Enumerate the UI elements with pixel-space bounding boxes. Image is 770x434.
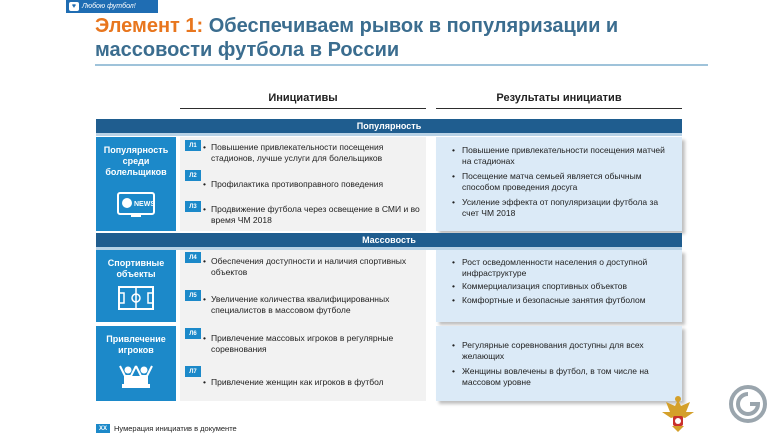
- result-item: • Повышение привлекательности посещения матчей на стадионах: [452, 145, 674, 167]
- category-popularity: [96, 137, 176, 231]
- initiative-tag: Л7: [185, 366, 201, 377]
- initiative-item: • Привлечение массовых игроков в регулярные соревнования: [203, 333, 423, 355]
- category-players: [96, 326, 176, 401]
- brand-logo: [66, 0, 158, 13]
- column-divider-results: [436, 108, 682, 109]
- tv-news-icon: [116, 191, 156, 219]
- initiative-tag: Л1: [185, 140, 201, 151]
- initiative-tag: Л2: [185, 170, 201, 181]
- initiative-tag: Л4: [185, 252, 201, 263]
- category-sport-objects-label: Спортивные объекты: [107, 258, 165, 279]
- result-item: • Рост осведомленности населения о доступной инфраструктуре: [452, 257, 674, 279]
- initiative-tag: Л3: [185, 201, 201, 212]
- svg-text:NEWS: NEWS: [134, 201, 155, 208]
- initiative-item: • Обеспечения доступности и наличия спортивных объектов: [203, 256, 423, 278]
- legend-tag: XX: [96, 424, 110, 433]
- players-cheering-icon: [116, 364, 156, 392]
- initiative-tag: Л6: [185, 328, 201, 339]
- initiative-item: • Профилактика противоправного поведения: [203, 179, 423, 190]
- result-item: • Регулярные соревнования доступны для всех желающих: [452, 340, 674, 362]
- column-divider-initiatives: [180, 108, 426, 109]
- result-item: • Комфортные и безопасные занятия футболом: [452, 295, 674, 306]
- band-popularity-shadow: [96, 133, 682, 136]
- category-players-label: Привлечение игроков: [106, 334, 166, 355]
- brand-logo-text: Любою футбол!: [82, 3, 136, 10]
- title-accent: Элемент 1:: [95, 15, 204, 37]
- band-popularity: Популярность: [96, 119, 682, 133]
- page-title: [95, 14, 715, 62]
- initiative-item: • Увеличение количества квалифицированных специалистов в массовом футболе: [203, 294, 423, 316]
- initiative-item: • Привлечение женщин как игроков в футбол: [203, 377, 423, 388]
- initiative-item: • Продвижение футбола через освещение в СМИ и во время ЧМ 2018: [203, 204, 423, 226]
- corner-logo-icon: [728, 384, 768, 424]
- column-header-initiatives: Инициативы: [268, 92, 338, 104]
- result-item: • Усиление эффекта от популяризации футбола за счет ЧМ 2018: [452, 197, 674, 219]
- band-mass: Массовость: [96, 233, 682, 247]
- title-text: Обеспечиваем рывок в популяризации и массовости футбола в России: [95, 15, 619, 61]
- result-item: • Женщины вовлечены в футбол, в том числе на массовом уровне: [452, 366, 674, 388]
- results-box-players: [436, 326, 682, 401]
- title-divider: [95, 64, 708, 66]
- category-sport-objects: [96, 250, 176, 322]
- eagle-emblem-icon: [658, 394, 698, 434]
- category-popularity-label: Популярность среди болельщиков: [103, 145, 169, 177]
- result-item: • Коммерциализация спортивных объектов: [452, 281, 674, 292]
- legend-text: Нумерация инициатив в документе: [114, 424, 237, 433]
- heart-icon: ♥: [69, 2, 79, 11]
- result-item: • Посещение матча семьей является обычным способом проведения досуга: [452, 171, 674, 193]
- initiative-tag: Л5: [185, 290, 201, 301]
- football-field-icon: [116, 284, 156, 312]
- column-header-results: Результаты инициатив: [496, 92, 622, 104]
- initiative-item: • Повышение привлекательности посещения стадионов, лучше услуги для болельщиков: [203, 142, 423, 164]
